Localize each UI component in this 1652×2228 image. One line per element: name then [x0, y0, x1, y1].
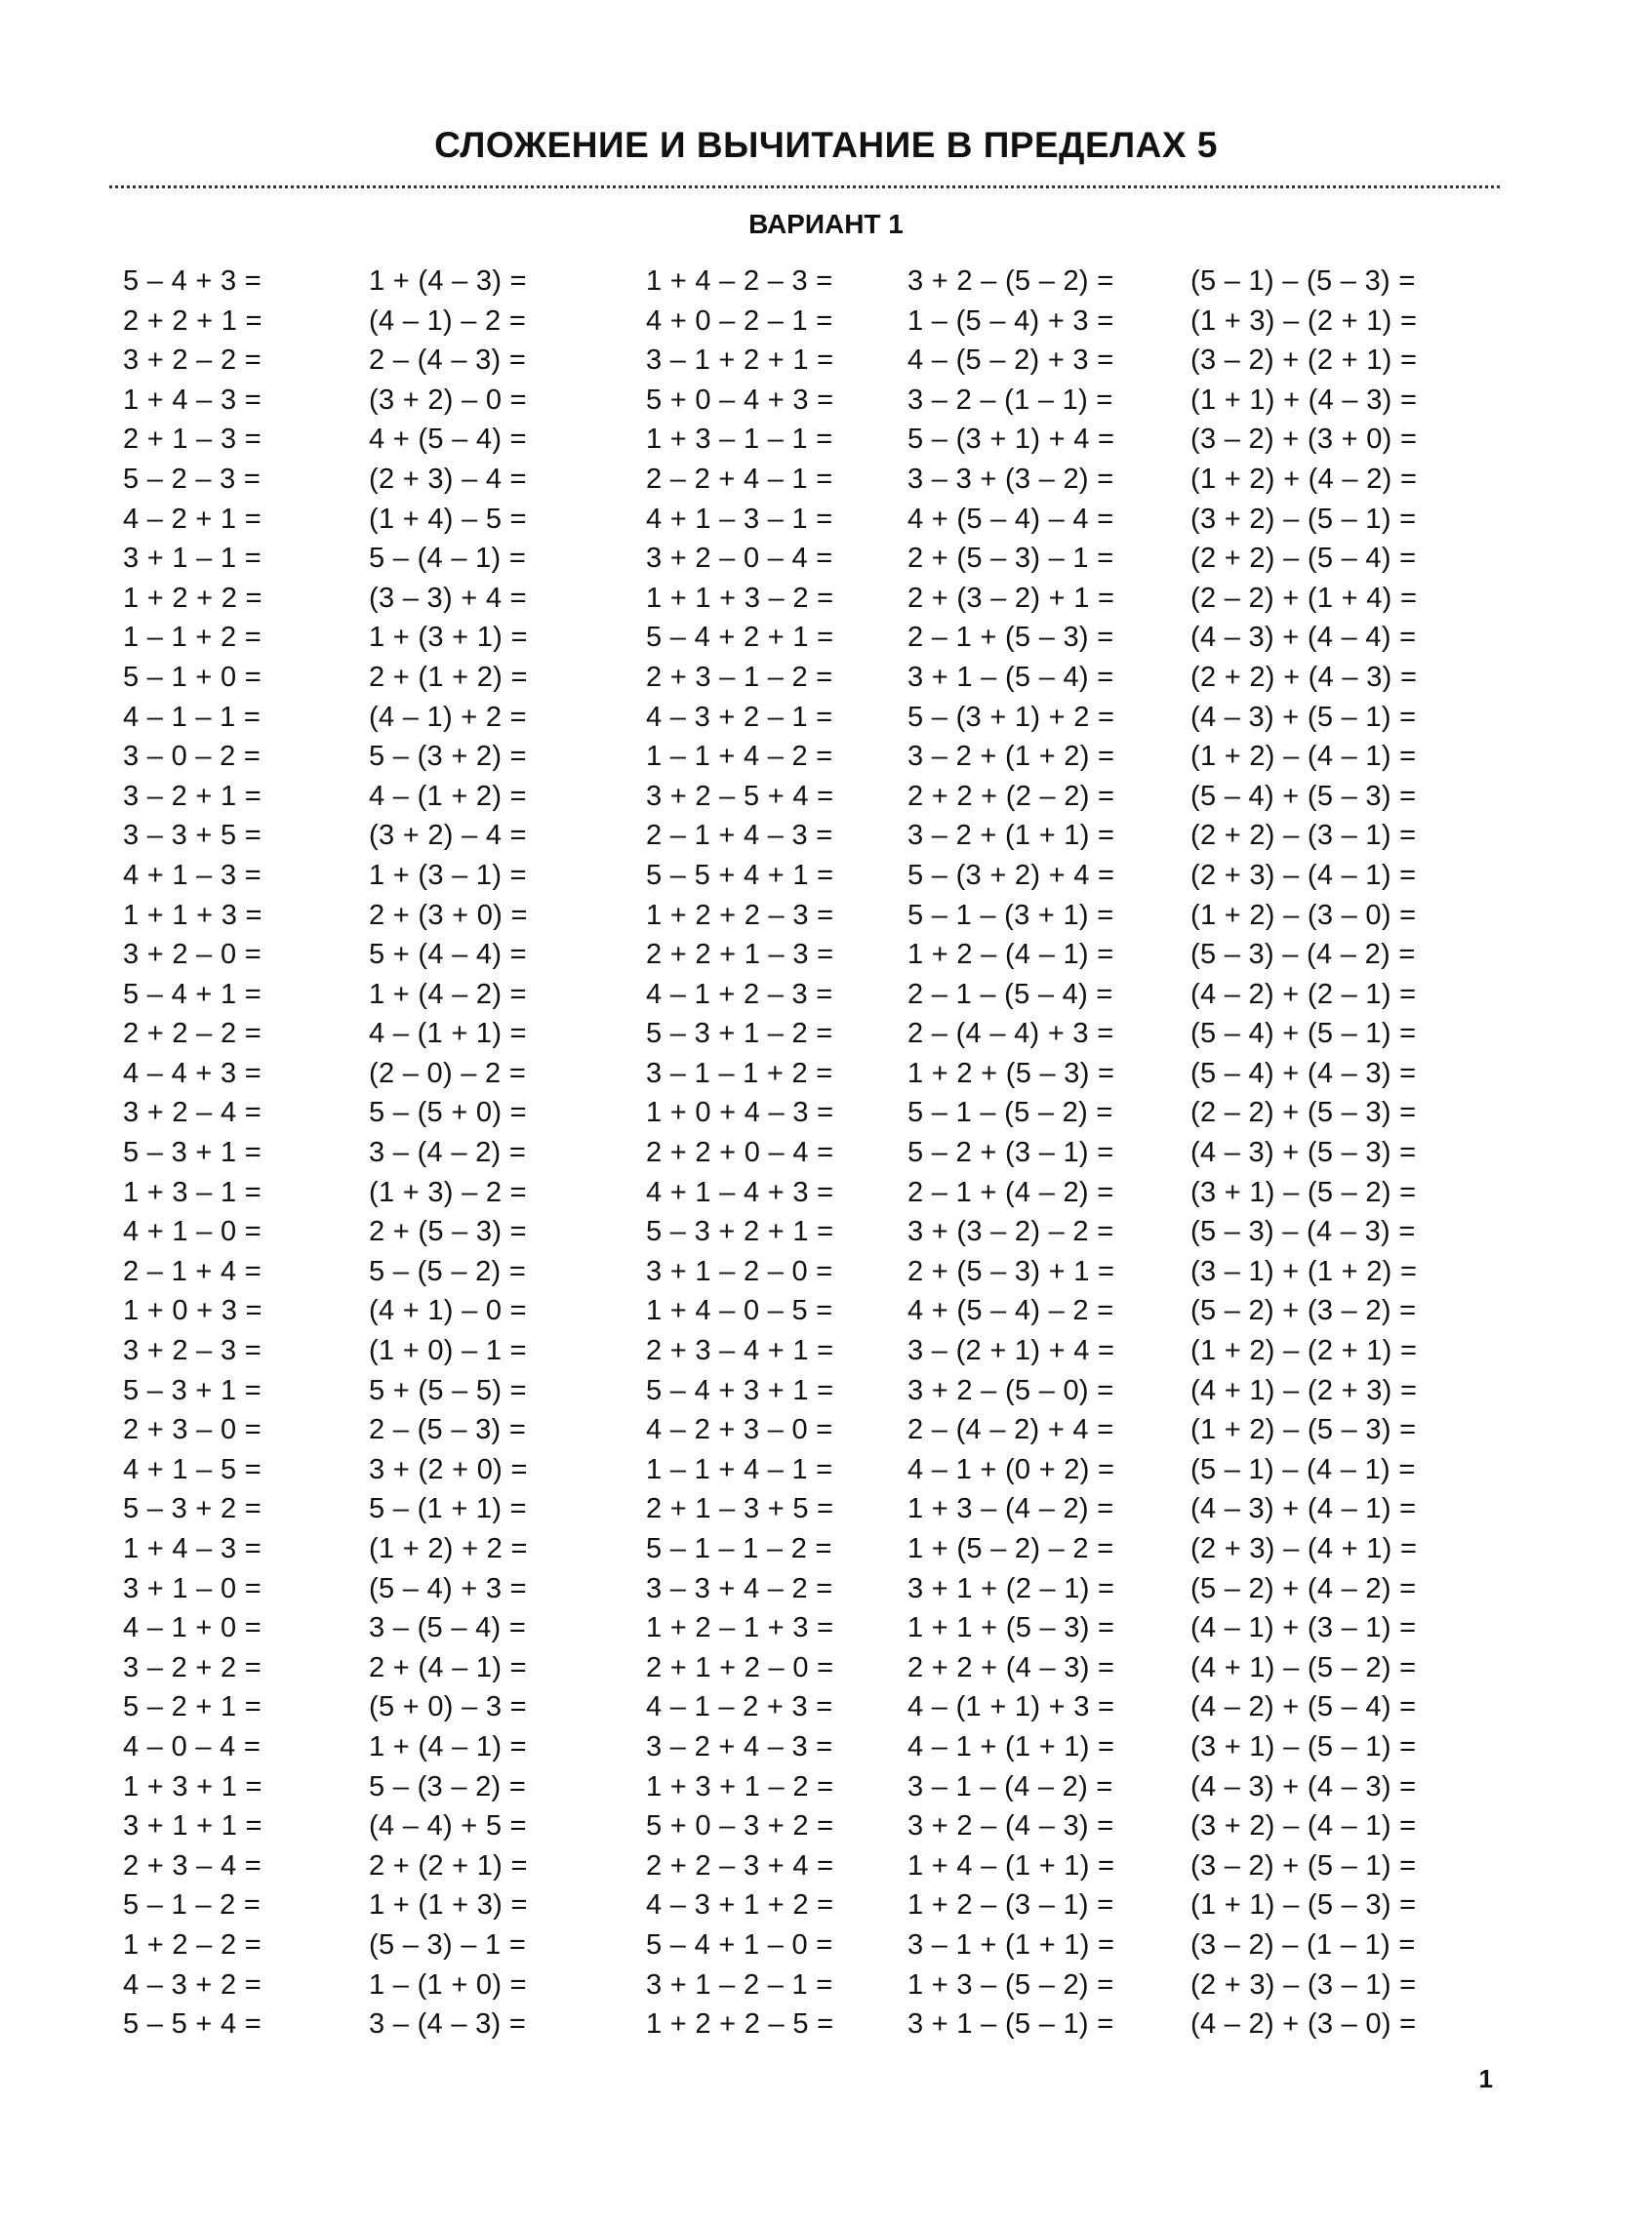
exercise-item: 2 + (4 – 1) = [369, 1651, 527, 1683]
exercise-item: (4 – 1) – 2 = [369, 304, 527, 337]
exercise-item: 4 – 1 + (0 + 2) = [907, 1453, 1115, 1485]
exercise-item: 2 – 1 + 4 – 3 = [646, 820, 833, 852]
exercise-item: 1 + 0 + 4 – 3 = [646, 1097, 834, 1129]
exercise-item: (3 – 2) + (5 – 1) = [1190, 1849, 1417, 1882]
exercise-item: 3 + 2 – 0 – 4 = [646, 543, 833, 575]
dotted-divider [109, 185, 1500, 188]
exercise-item: (5 + 0) – 3 = [369, 1691, 527, 1723]
exercise-item: (2 – 0) – 2 = [369, 1057, 527, 1089]
exercise-item: 5 – 4 + 1 = [123, 978, 262, 1010]
exercise-item: 3 + 1 – 2 – 1 = [646, 1968, 833, 2001]
exercise-item: 3 – (5 – 4) = [369, 1612, 527, 1644]
exercise-item: 2 + (5 – 3) = [369, 1216, 527, 1248]
exercise-item: 1 + (4 – 1) = [369, 1730, 527, 1762]
exercise-item: 1 – (1 + 0) = [369, 1968, 527, 2001]
exercise-item: 5 – (3 + 1) + 4 = [907, 424, 1115, 456]
exercise-item: (4 + 1) – (2 + 3) = [1190, 1374, 1418, 1406]
exercise-item: 5 – 2 + (3 – 1) = [907, 1137, 1114, 1169]
exercise-item: 1 + 0 + 3 = [123, 1295, 262, 1327]
exercise-item: 1 + 3 – 1 – 1 = [646, 424, 833, 456]
exercise-item: 2 + 2 + 1 – 3 = [646, 939, 834, 971]
exercise-item: 3 + 1 + (2 – 1) = [907, 1572, 1115, 1604]
exercise-item: (4 – 3) + (4 – 4) = [1190, 622, 1417, 654]
exercise-item: (5 – 4) + (5 – 1) = [1190, 1018, 1417, 1050]
exercise-item: 1 – 1 + 4 – 1 = [646, 1453, 833, 1485]
exercise-item: (1 + 2) + 2 = [369, 1533, 528, 1564]
exercise-item: 1 + 2 – (4 – 1) = [907, 939, 1114, 971]
exercise-item: 5 – 4 + 3 = [123, 265, 262, 297]
exercise-item: (3 + 2) – 4 = [369, 820, 527, 852]
exercise-column-1 [123, 262, 262, 2045]
exercise-column-2 [369, 262, 528, 2045]
exercise-item: 2 + 1 – 3 = [123, 424, 262, 456]
exercise-item: (2 + 3) – 4 = [369, 463, 527, 495]
exercise-item: (4 – 1) + (3 – 1) = [1190, 1612, 1417, 1644]
exercise-item: 3 + (3 – 2) – 2 = [907, 1216, 1114, 1248]
exercise-item: 5 – (3 + 2) = [369, 741, 527, 773]
exercise-item: 3 – (4 – 3) = [369, 2008, 527, 2041]
exercise-item: (5 – 3) – (4 – 3) = [1190, 1216, 1416, 1248]
exercise-item: (1 + 3) – (2 + 1) = [1190, 304, 1418, 337]
exercise-item: 3 + 1 – 2 – 0 = [646, 1255, 833, 1287]
exercise-item: 3 + 2 – 3 = [123, 1335, 262, 1367]
exercise-item: 2 – 1 – (5 – 4) = [907, 978, 1113, 1010]
exercise-item: (2 + 3) – (4 – 1) = [1190, 859, 1417, 891]
exercise-item: (3 – 1) + (1 + 2) = [1190, 1255, 1418, 1287]
exercise-item: 1 – (5 – 4) + 3 = [907, 304, 1114, 337]
exercise-columns [0, 262, 1652, 2067]
exercise-item: (1 + 2) – (5 – 3) = [1190, 1414, 1417, 1446]
exercise-item: 4 + 1 – 3 = [123, 859, 262, 891]
exercise-item: 3 + 1 – 1 = [123, 543, 262, 575]
exercise-item: 1 + 2 – 1 + 3 = [646, 1612, 834, 1644]
exercise-item: 3 – 2 + 1 = [123, 780, 262, 812]
exercise-item: 3 – 3 + 5 = [123, 820, 262, 852]
exercise-item: (1 + 2) – (3 – 0) = [1190, 899, 1417, 931]
exercise-item: 1 + (3 – 1) = [369, 859, 527, 891]
exercise-item: 1 + (1 + 3) = [369, 1889, 528, 1922]
exercise-item: (4 – 2) + (5 – 4) = [1190, 1691, 1417, 1723]
exercise-item: (1 + 3) – 2 = [369, 1176, 527, 1208]
exercise-item: 3 – 2 + 4 – 3 = [646, 1730, 833, 1762]
exercise-item: 1 + 3 + 1 – 2 = [646, 1770, 834, 1803]
exercise-item: (2 – 2) + (1 + 4) = [1190, 582, 1418, 614]
exercise-item: (3 + 1) – (5 – 1) = [1190, 1730, 1417, 1762]
exercise-item: 3 – 2 + (1 + 1) = [907, 820, 1115, 852]
exercise-item: (4 – 3) + (5 – 3) = [1190, 1137, 1417, 1169]
exercise-item: 3 – 2 + 2 = [123, 1651, 262, 1683]
exercise-item: 5 – 3 + 1 – 2 = [646, 1018, 833, 1050]
exercise-item: 2 + 3 – 0 = [123, 1414, 262, 1446]
exercise-item: (3 + 2) – 0 = [369, 384, 527, 416]
exercise-item: 5 – 1 + 0 = [123, 661, 262, 693]
exercise-item: (1 + 1) – (5 – 3) = [1190, 1889, 1417, 1922]
exercise-item: (5 – 3) – (4 – 2) = [1190, 939, 1416, 971]
exercise-item: 2 + 3 – 4 = [123, 1849, 262, 1882]
exercise-item: 2 – (4 – 4) + 3 = [907, 1018, 1114, 1050]
exercise-item: 1 + 1 + 3 – 2 = [646, 582, 834, 614]
exercise-item: 3 – 3 + (3 – 2) = [907, 463, 1114, 495]
exercise-item: 1 + 4 – 2 – 3 = [646, 265, 833, 297]
exercise-item: (3 – 2) – (1 – 1) = [1190, 1928, 1416, 1961]
exercise-item: 5 – 2 – 3 = [123, 463, 262, 495]
exercise-item: 4 + 1 – 5 = [123, 1453, 262, 1485]
exercise-item: 3 + 2 – (4 – 3) = [907, 1810, 1114, 1843]
exercise-item: 2 + (3 – 2) + 1 = [907, 582, 1115, 614]
exercise-item: 4 + 1 – 4 + 3 = [646, 1176, 834, 1208]
exercise-item: 3 – 1 + 2 + 1 = [646, 344, 834, 377]
exercise-item: (3 + 1) – (5 – 2) = [1190, 1176, 1417, 1208]
exercise-item: 4 + (5 – 4) – 4 = [907, 503, 1114, 535]
exercise-item: 5 – 4 + 3 + 1 = [646, 1374, 834, 1406]
exercise-item: 4 – 1 – 2 + 3 = [646, 1691, 833, 1723]
exercise-item: 3 + 1 + 1 = [123, 1810, 262, 1843]
variant-title: ВАРИАНТ 1 [748, 209, 904, 239]
exercise-item: 4 – 4 + 3 = [123, 1057, 262, 1089]
exercise-item: 5 – (1 + 1) = [369, 1493, 527, 1525]
exercise-item: 2 + 2 + 0 – 4 = [646, 1137, 834, 1169]
exercise-item: 3 – 3 + 4 – 2 = [646, 1572, 833, 1604]
exercise-item: (2 + 3) – (3 – 1) = [1190, 1968, 1417, 2001]
exercise-item: 1 + 2 + (5 – 3) = [907, 1057, 1115, 1089]
exercise-item: 2 – (4 – 2) + 4 = [907, 1414, 1114, 1446]
exercise-item: 5 – 2 + 1 = [123, 1691, 262, 1723]
exercise-item: (3 – 2) + (3 + 0) = [1190, 424, 1418, 456]
exercise-item: 4 – 3 + 2 = [123, 1968, 262, 2001]
exercise-item: 5 + (4 – 4) = [369, 939, 527, 971]
exercise-item: 3 + 2 – 4 = [123, 1097, 262, 1129]
exercise-item: (4 – 3) + (5 – 1) = [1190, 701, 1417, 733]
exercise-item: 1 + 4 – 3 = [123, 1533, 262, 1564]
exercise-item: 1 + 4 – 0 – 5 = [646, 1295, 833, 1327]
exercise-column-3 [646, 262, 833, 2045]
exercise-item: 5 – 5 + 4 + 1 = [646, 859, 834, 891]
exercise-item: 1 + 4 – (1 + 1) = [907, 1849, 1115, 1882]
exercise-item: (5 – 1) – (4 – 1) = [1190, 1453, 1416, 1485]
exercise-item: 3 – (2 + 1) + 4 = [907, 1335, 1115, 1367]
exercise-item: 3 – 1 – 1 + 2 = [646, 1057, 833, 1089]
exercise-item: (3 – 3) + 4 = [369, 582, 527, 614]
exercise-item: 2 + 1 + 2 – 0 = [646, 1651, 834, 1683]
exercise-item: (3 + 2) – (4 – 1) = [1190, 1810, 1417, 1843]
exercise-item: 4 – (1 + 2) = [369, 780, 527, 812]
exercise-item: 2 – 2 + 4 – 1 = [646, 463, 833, 495]
exercise-item: (2 – 2) + (5 – 3) = [1190, 1097, 1417, 1129]
exercise-item: 1 + (4 – 3) = [369, 265, 527, 297]
exercise-item: (2 + 2) – (5 – 4) = [1190, 543, 1417, 575]
exercise-item: 4 – 1 + 2 – 3 = [646, 978, 833, 1010]
exercise-item: 2 – (5 – 3) = [369, 1414, 527, 1446]
exercise-item: (1 + 4) – 5 = [369, 503, 527, 535]
exercise-item: 5 – 3 + 2 = [123, 1493, 262, 1525]
exercise-item: (5 – 2) + (4 – 2) = [1190, 1572, 1417, 1604]
exercise-item: 5 – (3 + 1) + 2 = [907, 701, 1115, 733]
exercise-item: 4 – (1 + 1) + 3 = [907, 1691, 1115, 1723]
exercise-item: 4 + 0 – 2 – 1 = [646, 304, 833, 337]
exercise-item: 5 – 1 – 1 – 2 = [646, 1533, 832, 1564]
exercise-item: 4 – 3 + 1 + 2 = [646, 1889, 834, 1922]
exercise-item: 4 – 1 + 0 = [123, 1612, 262, 1644]
exercise-item: (1 + 2) – (2 + 1) = [1190, 1335, 1418, 1367]
exercise-item: 1 + 2 + 2 – 5 = [646, 2008, 834, 2041]
exercise-item: (1 + 0) – 1 = [369, 1335, 527, 1367]
exercise-item: 3 + 1 – (5 – 4) = [907, 661, 1114, 693]
exercise-item: 4 – 1 – 1 = [123, 701, 262, 733]
exercise-item: 1 + 2 – 2 = [123, 1928, 262, 1961]
exercise-item: (5 – 1) – (5 – 3) = [1190, 265, 1416, 297]
exercise-item: 1 + 3 – 1 = [123, 1176, 262, 1208]
exercise-item: (1 + 2) – (4 – 1) = [1190, 741, 1417, 773]
exercise-item: 2 + 2 + (4 – 3) = [907, 1651, 1115, 1683]
exercise-item: 4 – (5 – 2) + 3 = [907, 344, 1114, 377]
exercise-item: 1 + 1 + 3 = [123, 899, 262, 931]
exercise-item: (2 + 2) + (4 – 3) = [1190, 661, 1418, 693]
exercise-item: 2 + 2 + 1 = [123, 304, 262, 337]
exercise-item: 2 + 1 – 3 + 5 = [646, 1493, 834, 1525]
exercise-item: (5 – 4) + (5 – 3) = [1190, 780, 1417, 812]
exercise-item: 5 + (5 – 5) = [369, 1374, 527, 1406]
exercise-item: 5 – 3 + 1 = [123, 1137, 262, 1169]
exercise-item: 1 + 2 + 2 – 3 = [646, 899, 834, 931]
exercise-item: (2 + 2) – (3 – 1) = [1190, 820, 1417, 852]
exercise-item: 4 – 2 + 3 – 0 = [646, 1414, 833, 1446]
exercise-item: 1 + (3 + 1) = [369, 622, 528, 654]
exercise-item: 5 – 1 – 2 = [123, 1889, 262, 1922]
exercise-item: 3 – 2 – (1 – 1) = [907, 384, 1113, 416]
exercise-item: 1 + 3 + 1 = [123, 1770, 262, 1803]
exercise-item: 1 + 1 + (5 – 3) = [907, 1612, 1115, 1644]
exercise-item: 1 + (4 – 2) = [369, 978, 527, 1010]
exercise-item: 5 – 1 – (5 – 2) = [907, 1097, 1113, 1129]
exercise-item: 3 – 1 + (1 + 1) = [907, 1928, 1115, 1961]
exercise-item: (4 – 2) + (3 – 0) = [1190, 2008, 1417, 2041]
exercise-item: 2 + (1 + 2) = [369, 661, 528, 693]
exercise-item: 4 – 1 + (1 + 1) = [907, 1730, 1115, 1762]
exercise-item: 2 + (5 – 3) – 1 = [907, 543, 1114, 575]
exercise-item: 2 – (4 – 3) = [369, 344, 527, 377]
exercise-item: 1 + 2 + 2 = [123, 582, 262, 614]
exercise-item: 4 + 1 – 0 = [123, 1216, 262, 1248]
exercise-item: 2 + (2 + 1) = [369, 1849, 528, 1882]
exercise-item: 3 – (4 – 2) = [369, 1137, 527, 1169]
exercise-item: 3 + 2 – (5 – 0) = [907, 1374, 1114, 1406]
exercise-column-4 [907, 262, 1114, 2045]
exercise-item: 3 + 2 – 2 = [123, 344, 262, 377]
exercise-item: 3 – 1 – (4 – 2) = [907, 1770, 1113, 1803]
exercise-item: 5 – 1 – (3 + 1) = [907, 899, 1114, 931]
exercise-item: 3 – 2 + (1 + 2) = [907, 741, 1115, 773]
exercise-item: (3 – 2) + (2 + 1) = [1190, 344, 1418, 377]
exercise-item: 3 + 2 – 0 = [123, 939, 262, 971]
exercise-item: 5 + 0 – 4 + 3 = [646, 384, 834, 416]
exercise-item: (5 – 2) + (3 – 2) = [1190, 1295, 1417, 1327]
exercise-item: 2 + (3 + 0) = [369, 899, 528, 931]
exercise-item: 1 + 3 – (4 – 2) = [907, 1493, 1114, 1525]
exercise-item: (1 + 1) + (4 – 3) = [1190, 384, 1418, 416]
exercise-item: (4 + 1) – 0 = [369, 1295, 527, 1327]
exercise-item: 5 – (3 – 2) = [369, 1770, 527, 1803]
exercise-item: 2 + 2 – 2 = [123, 1018, 262, 1050]
exercise-item: 4 – 3 + 2 – 1 = [646, 701, 833, 733]
exercise-item: 5 – 4 + 1 – 0 = [646, 1928, 833, 1961]
exercise-item: 5 – (5 – 2) = [369, 1255, 527, 1287]
exercise-item: 2 + 3 – 1 – 2 = [646, 661, 833, 693]
exercise-item: 1 + 4 – 3 = [123, 384, 262, 416]
exercise-item: 3 + 1 – (5 – 1) = [907, 2008, 1114, 2041]
exercise-item: (5 – 4) + (4 – 3) = [1190, 1057, 1417, 1089]
exercise-item: (5 – 3) – 1 = [369, 1928, 527, 1961]
exercise-item: 2 + (5 – 3) + 1 = [907, 1255, 1115, 1287]
exercise-item: 5 – 5 + 4 = [123, 2008, 262, 2041]
exercise-item: (4 – 4) + 5 = [369, 1810, 527, 1843]
exercise-item: 5 – (4 – 1) = [369, 543, 527, 575]
exercise-item: (4 – 2) + (2 – 1) = [1190, 978, 1417, 1010]
exercise-item: 2 – 1 + 4 = [123, 1255, 262, 1287]
exercise-item: (4 – 3) + (4 – 3) = [1190, 1770, 1417, 1803]
exercise-item: 2 + 2 + (2 – 2) = [907, 780, 1115, 812]
exercise-item: 5 – (3 + 2) + 4 = [907, 859, 1115, 891]
exercise-item: 5 – 3 + 1 = [123, 1374, 262, 1406]
exercise-item: 1 + 3 – (5 – 2) = [907, 1968, 1114, 2001]
exercise-item: (4 + 1) – (5 – 2) = [1190, 1651, 1417, 1683]
exercise-item: 5 – 3 + 2 + 1 = [646, 1216, 834, 1248]
exercise-column-5 [1190, 262, 1417, 2045]
exercise-item: (1 + 2) + (4 – 2) = [1190, 463, 1418, 495]
exercise-item: 2 + 2 – 3 + 4 = [646, 1849, 834, 1882]
exercise-item: 4 + 1 – 3 – 1 = [646, 503, 833, 535]
exercise-item: 1 – 1 + 4 – 2 = [646, 741, 833, 773]
exercise-item: 5 + 0 – 3 + 2 = [646, 1810, 834, 1843]
exercise-item: 3 – 0 – 2 = [123, 741, 262, 773]
exercise-item: 2 – 1 + (4 – 2) = [907, 1176, 1114, 1208]
exercise-item: 1 + 2 – (3 – 1) = [907, 1889, 1114, 1922]
exercise-item: 1 – 1 + 2 = [123, 622, 262, 654]
exercise-item: 4 + (5 – 4) – 2 = [907, 1295, 1114, 1327]
exercise-item: 3 + (2 + 0) = [369, 1453, 528, 1485]
exercise-item: 2 + 3 – 4 + 1 = [646, 1335, 834, 1367]
exercise-item: 3 + 2 – (5 – 2) = [907, 265, 1114, 297]
exercise-item: 3 + 1 – 0 = [123, 1572, 262, 1604]
exercise-item: (4 – 3) + (4 – 1) = [1190, 1493, 1417, 1525]
exercise-item: 4 – 2 + 1 = [123, 503, 262, 535]
exercise-item: (3 + 2) – (5 – 1) = [1190, 503, 1417, 535]
exercise-item: 1 + (5 – 2) – 2 = [907, 1533, 1114, 1564]
exercise-item: 4 – 0 – 4 = [123, 1730, 262, 1762]
exercise-item: 5 – 4 + 2 + 1 = [646, 622, 834, 654]
exercise-item: (2 + 3) – (4 + 1) = [1190, 1533, 1418, 1564]
exercise-item: 4 – (1 + 1) = [369, 1018, 527, 1050]
exercise-item: 3 + 2 – 5 + 4 = [646, 780, 834, 812]
exercise-item: 2 – 1 + (5 – 3) = [907, 622, 1114, 654]
page-number: 1 [1478, 2064, 1493, 2093]
exercise-item: 5 – (5 + 0) = [369, 1097, 527, 1129]
exercise-item: (5 – 4) + 3 = [369, 1572, 527, 1604]
page-title: СЛОЖЕНИЕ И ВЫЧИТАНИЕ В ПРЕДЕЛАХ 5 [434, 125, 1218, 165]
exercise-item: 4 + (5 – 4) = [369, 424, 527, 456]
exercise-item: (4 – 1) + 2 = [369, 701, 527, 733]
